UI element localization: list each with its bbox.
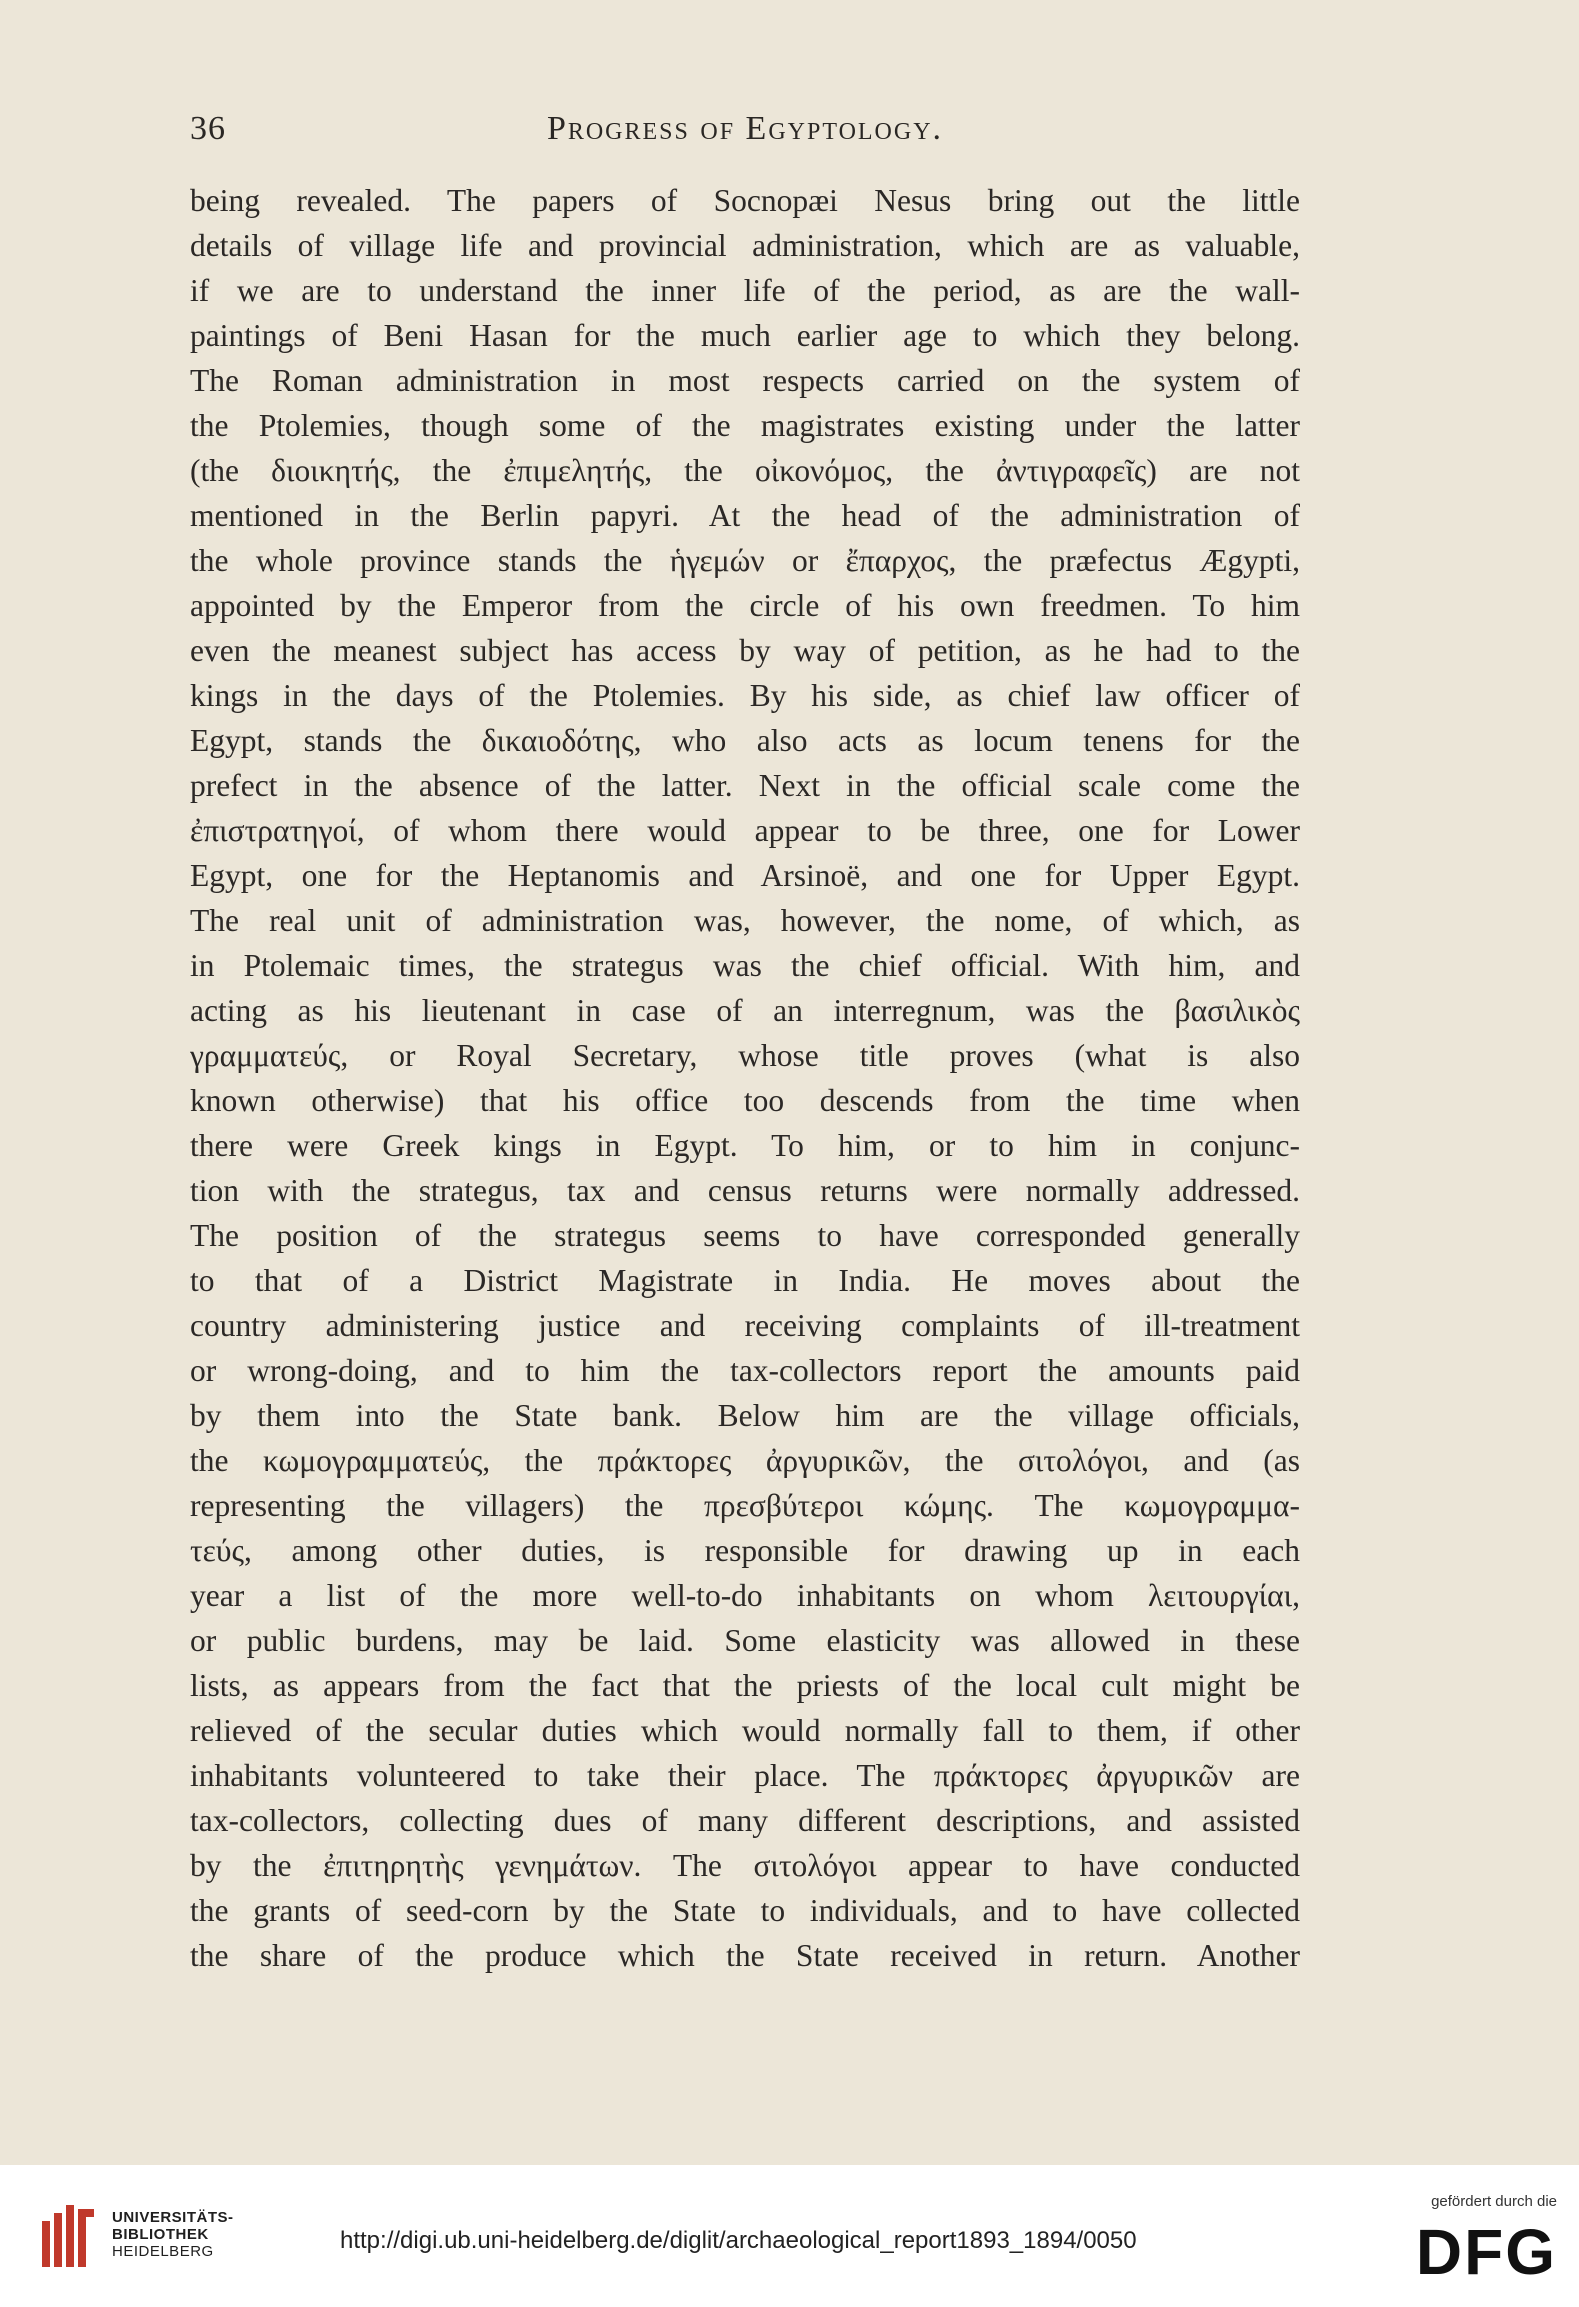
text-line: details of village life and provincial administration, which are as valuable, — [190, 228, 1300, 263]
text-line: known otherwise) that his office too descends from the time when — [190, 1083, 1300, 1118]
text-line: paintings of Beni Hasan for the much earlier age to which they belong. — [190, 318, 1300, 353]
text-line: ἐπιστρατηγοί, of whom there would appear to be three, one for Lower — [190, 813, 1300, 848]
text-line: tion with the strategus, tax and census returns were normally addressed. — [190, 1173, 1300, 1208]
text-line: the κωμογραμματεύς, the πράκτορες ἀργυρικῶν, the σιτολόγοι, and (as — [190, 1443, 1300, 1478]
text-line: The real unit of administration was, however, the nome, of which, as — [190, 903, 1300, 938]
text-line: there were Greek kings in Egypt. To him, or to him in conjunc- — [190, 1128, 1300, 1163]
text-line: year a list of the more well-to-do inhabitants on whom λειτουργίαι, — [190, 1578, 1300, 1613]
text-line: acting as his lieutenant in case of an interregnum, was the βασιλικὸς — [190, 993, 1300, 1028]
funding-caption: gefördert durch die — [1431, 2193, 1557, 2210]
text-line: by them into the State bank. Below him are the village officials, — [190, 1398, 1300, 1433]
text-line: representing the villagers) the πρεσβύτεροι κώμης. The κωμογραμμα- — [190, 1488, 1300, 1523]
text-line: Egypt, stands the δικαιοδότης, who also acts as locum tenens for the — [190, 723, 1300, 758]
text-line: the share of the produce which the State received in return. Another — [190, 1938, 1300, 1973]
text-line: The Roman administration in most respects carried on the system of — [190, 363, 1300, 398]
library-name-line: BIBLIOTHEK — [112, 2226, 209, 2243]
library-name-line: UNIVERSITÄTS- — [112, 2209, 234, 2226]
text-line: even the meanest subject has access by way of petition, as he had to the — [190, 633, 1300, 668]
text-line: by the ἐπιτηρητὴς γενημάτων. The σιτολόγοι appear to have conducted — [190, 1848, 1300, 1883]
body-text — [190, 178, 1300, 1978]
text-line: kings in the days of the Ptolemies. By his side, as chief law officer of — [190, 678, 1300, 713]
text-line: appointed by the Emperor from the circle of his own freedmen. To him — [190, 588, 1300, 623]
text-line: The position of the strategus seems to have corresponded generally — [190, 1218, 1300, 1253]
text-line: γραμματεύς, or Royal Secretary, whose title proves (what is also — [190, 1038, 1300, 1073]
university-library-logo-icon — [38, 2203, 98, 2273]
permalink-url[interactable]: http://digi.ub.uni-heidelberg.de/diglit/archaeological_report1893_1894/0050 — [340, 2227, 1137, 2254]
text-line: τεύς, among other duties, is responsible for drawing up in each — [190, 1533, 1300, 1568]
text-line: mentioned in the Berlin papyri. At the head of the administration of — [190, 498, 1300, 533]
library-name-line: HEIDELBERG — [112, 2243, 214, 2260]
text-line: prefect in the absence of the latter. Next in the official scale come the — [190, 768, 1300, 803]
text-line: if we are to understand the inner life of the period, as are the wall- — [190, 273, 1300, 308]
text-line: in Ptolemaic times, the strategus was the chief official. With him, and — [190, 948, 1300, 983]
dfg-logo: DFG — [1415, 2216, 1557, 2288]
running-title: Progress of Egyptology. — [546, 110, 944, 147]
text-line: lists, as appears from the fact that the priests of the local cult might be — [190, 1668, 1300, 1703]
text-line: to that of a District Magistrate in India. He moves about the — [190, 1263, 1300, 1298]
text-line: country administering justice and receiving complaints of ill-treatment — [190, 1308, 1300, 1343]
text-line: being revealed. The papers of Socnopæi Nesus bring out the little — [190, 183, 1300, 218]
text-line: (the διοικητής, the ἐπιμελητής, the οἰκονόμος, the ἀντιγραφεῖς) are not — [190, 453, 1300, 488]
text-line: the Ptolemies, though some of the magistrates existing under the latter — [190, 408, 1300, 443]
running-head — [190, 110, 1300, 160]
text-line: inhabitants volunteered to take their place. The πράκτορες ἀργυρικῶν are — [190, 1758, 1300, 1793]
text-line: the grants of seed-corn by the State to individuals, and to have collected — [190, 1893, 1300, 1928]
text-line: the whole province stands the ἡγεμών or ἔπαρχος, the præfectus Ægypti, — [190, 543, 1300, 578]
text-line: or wrong-doing, and to him the tax-collectors report the amounts paid — [190, 1353, 1300, 1388]
library-name — [112, 2209, 234, 2260]
page-number: 36 — [190, 110, 226, 147]
text-line: tax-collectors, collecting dues of many different descriptions, and assisted — [190, 1803, 1300, 1838]
text-line: relieved of the secular duties which would normally fall to them, if other — [190, 1713, 1300, 1748]
text-line: or public burdens, may be laid. Some elasticity was allowed in these — [190, 1623, 1300, 1658]
text-line: Egypt, one for the Heptanomis and Arsinoë, and one for Upper Egypt. — [190, 858, 1300, 893]
viewer-footer — [0, 2165, 1579, 2307]
